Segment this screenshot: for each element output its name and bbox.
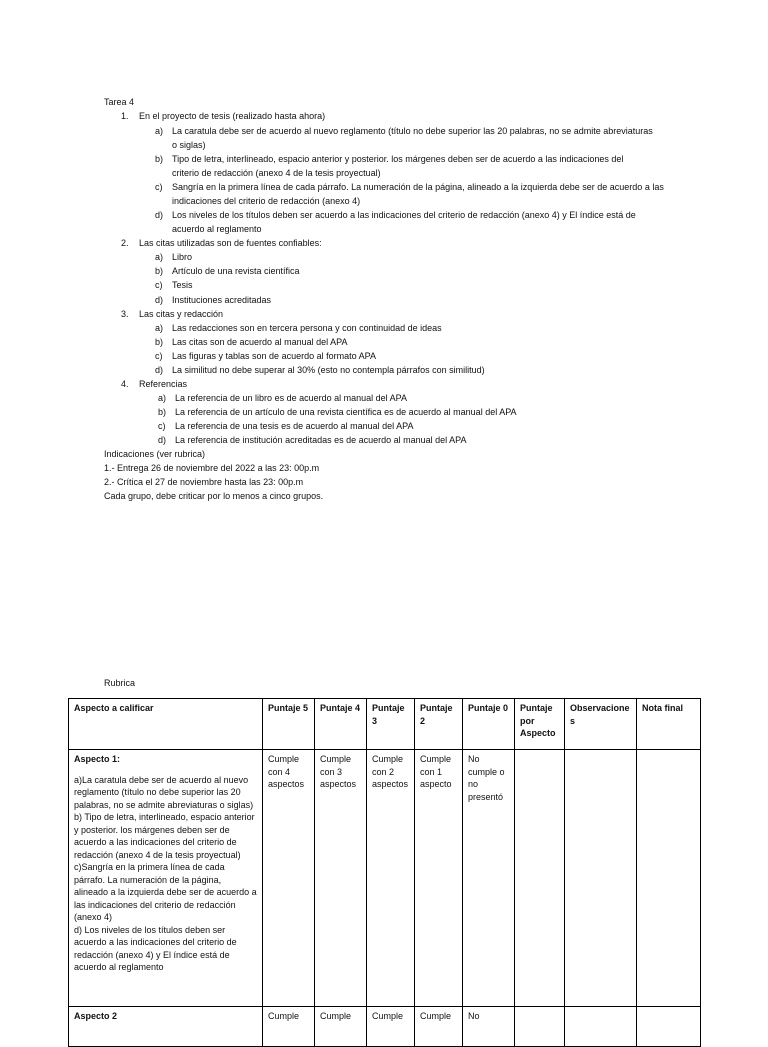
header-puntaje-0: Puntaje 0 — [463, 699, 515, 750]
final-grade-cell[interactable] — [637, 1007, 701, 1047]
sub-text: Libro — [172, 252, 193, 262]
observations-cell[interactable] — [565, 750, 637, 1007]
score-0-cell: No cumple o no presentó — [463, 750, 515, 1007]
rubric-header-row — [69, 699, 701, 750]
item-number: 1. — [121, 111, 129, 121]
sub-text: Tipo de letra, interlineado, espacio anterior y posterior. los márgenes deben ser de acuerdo a las indicaciones del — [172, 154, 624, 164]
item-text: En el proyecto de tesis (realizado hasta ahora) — [139, 111, 326, 121]
score-2-cell: Cumple — [415, 1007, 463, 1047]
aspect-cell — [69, 750, 263, 1007]
sub-text: La referencia de un libro es de acuerdo al manual del APA — [175, 393, 407, 403]
rubric-title: Rubrica — [104, 678, 136, 688]
aspect-criterion: c)Sangría en la primera línea de cada párrafo. La numeración de la página, alineado a la izquierda debe ser de acuerdo a las indicaciones del criterio de redacción (anexo 4) — [74, 862, 257, 922]
sub-letter: b) — [155, 337, 164, 347]
sub-text: Los niveles de los títulos deben ser acuerdo a las indicaciones del criterio de redacción (anexo 4) y El índice está de — [172, 210, 636, 220]
sub-text: Instituciones acreditadas — [172, 295, 272, 305]
sub-letter: d) — [155, 295, 164, 305]
sub-letter: b) — [158, 407, 167, 417]
header-puntaje-2: Puntaje 2 — [415, 699, 463, 750]
sub-letter: c) — [155, 351, 163, 361]
aspect-title: Aspecto 2 — [74, 1011, 118, 1021]
aspect-title: Aspecto 1: — [74, 754, 121, 764]
sub-letter: a) — [158, 393, 167, 403]
item-text: Referencias — [139, 379, 188, 389]
score-per-aspect-cell[interactable] — [515, 1007, 565, 1047]
item-text: Las citas y redacción — [139, 309, 224, 319]
item-number: 2. — [121, 238, 129, 248]
sub-text: Artículo de una revista científica — [172, 266, 300, 276]
aspect-criterion: b) Tipo de letra, interlineado, espacio anterior y posterior. los márgenes deben ser de acuerdo a las indicaciones del criterio de redacción (anexo 4 de la tesis proyectual) — [74, 812, 255, 860]
aspect-criterion: a)La caratula debe ser de acuerdo al nuevo reglamento (título no debe superior las 20 palabras, no se admite abreviaturas o siglas) — [74, 774, 254, 810]
sub-letter: d) — [155, 365, 164, 375]
sub-text: La referencia de una tesis es de acuerdo al manual del APA — [175, 421, 414, 431]
aspect-criterion: d) Los niveles de los títulos deben ser acuerdo a las indicaciones del criterio de redacción (anexo 4) y El índice está de acuerdo al reglamento — [74, 924, 237, 972]
score-5-cell: Cumple con 4 aspectos — [263, 750, 315, 1007]
score-0-cell: No — [463, 1007, 515, 1047]
score-2-cell: Cumple con 1 aspecto — [415, 750, 463, 1007]
score-5-cell: Cumple — [263, 1007, 315, 1047]
item-number: 4. — [121, 379, 129, 389]
sub-letter: a) — [155, 252, 164, 262]
grupo-text: Cada grupo, debe criticar por lo menos a cinco grupos. — [104, 491, 324, 501]
item-number: 3. — [121, 309, 129, 319]
final-grade-cell[interactable] — [637, 750, 701, 1007]
table-row — [69, 750, 701, 1007]
aspect-cell — [69, 1007, 263, 1047]
observations-cell[interactable] — [565, 1007, 637, 1047]
header-observaciones: Observaciones — [565, 699, 637, 750]
indicaciones-text: Indicaciones (ver rubrica) — [104, 449, 206, 459]
sub-text: acuerdo al reglamento — [172, 224, 262, 234]
sub-letter: b) — [155, 266, 164, 276]
sub-text: criterio de redacción (anexo 4 de la tesis proyectual) — [172, 168, 381, 178]
sub-letter: c) — [155, 280, 163, 290]
sub-text: indicaciones del criterio de redacción (anexo 4) — [172, 196, 361, 206]
rubric-table — [68, 698, 701, 1047]
item-text: Las citas utilizadas son de fuentes confiables: — [139, 238, 322, 248]
header-aspecto: Aspecto a calificar — [69, 699, 263, 750]
sub-text: La caratula debe ser de acuerdo al nuevo reglamento (título no debe superior las 20 palabras, no se admite abreviaturas — [172, 126, 653, 136]
entrega-text: 1.- Entrega 26 de noviembre del 2022 a las 23: 00p.m — [104, 463, 320, 473]
sub-text: Las citas son de acuerdo al manual del APA — [172, 337, 348, 347]
sub-letter: a) — [155, 126, 164, 136]
header-nota-final: Nota final — [637, 699, 701, 750]
header-puntaje-3: Puntaje 3 — [367, 699, 415, 750]
header-puntaje-por-aspecto: Puntaje por Aspecto — [515, 699, 565, 750]
sub-letter: c) — [158, 421, 166, 431]
score-3-cell: Cumple con 2 aspectos — [367, 750, 415, 1007]
score-3-cell: Cumple — [367, 1007, 415, 1047]
critica-text: 2.- Crítica el 27 de noviembre hasta las 23: 00p.m — [104, 477, 304, 487]
sub-letter: d) — [158, 435, 167, 445]
sub-text: Las figuras y tablas son de acuerdo al formato APA — [172, 351, 376, 361]
score-4-cell: Cumple — [315, 1007, 367, 1047]
table-row — [69, 1007, 701, 1047]
sub-text: o siglas) — [172, 140, 206, 150]
sub-letter: c) — [155, 182, 163, 192]
sub-text: Sangría en la primera línea de cada párrafo. La numeración de la página, alineado a la izquierda debe ser de acuerdo a las — [172, 182, 664, 192]
sub-letter: d) — [155, 210, 164, 220]
header-puntaje-5: Puntaje 5 — [263, 699, 315, 750]
sub-letter: a) — [155, 323, 164, 333]
sub-letter: b) — [155, 154, 164, 164]
header-puntaje-4: Puntaje 4 — [315, 699, 367, 750]
sub-text: La similitud no debe superar al 30% (esto no contempla párrafos con similitud) — [172, 365, 485, 375]
sub-text: La referencia de un artículo de una revista científica es de acuerdo al manual del APA — [175, 407, 517, 417]
score-per-aspect-cell[interactable] — [515, 750, 565, 1007]
doc-title: Tarea 4 — [104, 97, 135, 107]
sub-text: La referencia de institución acreditadas es de acuerdo al manual del APA — [175, 435, 467, 445]
sub-text: Tesis — [172, 280, 193, 290]
sub-text: Las redacciones son en tercera persona y con continuidad de ideas — [172, 323, 442, 333]
score-4-cell: Cumple con 3 aspectos — [315, 750, 367, 1007]
